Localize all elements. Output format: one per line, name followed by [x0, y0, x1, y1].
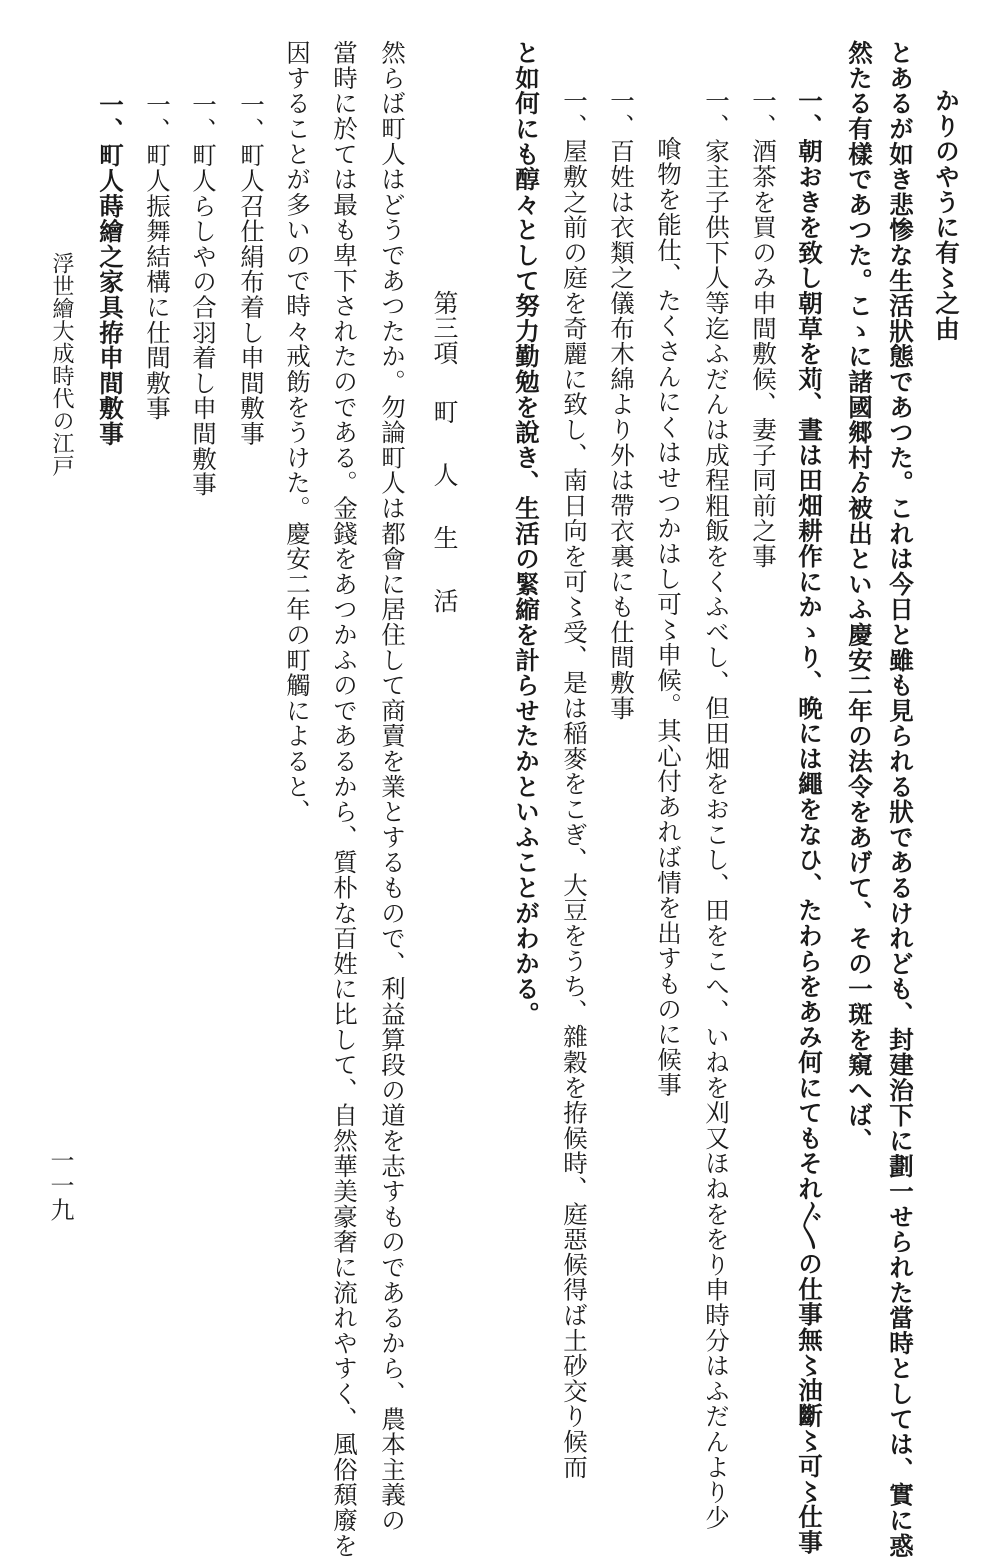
- text-line-15: 一、町人らしやの合羽着し申間敷事: [189, 92, 218, 497]
- text-line-8: 一、百姓は衣類之儀布木綿より外は帶衣裏にも仕間敷事: [607, 88, 636, 721]
- text-line-9: 一、屋敷之前の庭を奇麗に致し、南日向を可〻受、是は稲麥をこぎ、大豆をうち、雜穀を拵候時、庭惡候得ば土砂交り候而: [560, 88, 589, 1480]
- section-number: 第三項: [430, 290, 459, 365]
- heading-char: 町: [430, 399, 459, 424]
- heading-char: 活: [430, 588, 459, 613]
- text-line-1: かりのやうに有〻之由: [932, 88, 961, 341]
- text-line-10: と如何にも醇々として努力勤勉を說き、生活の緊縮を計らせたかといふことがわかる。: [512, 40, 541, 1027]
- text-line-16: 一、町人振舞結構に仕間敷事: [143, 92, 172, 421]
- heading-char: 生: [430, 525, 459, 550]
- text-line-7: 喰物を能仕、たくさんにくはせつかはし可〻申候。其心付あれば情を出すものに候事: [654, 136, 683, 1098]
- text-line-2: とあるが如き悲惨な生活狀態であつた。これは今日と雖も見られる狀であるけれども、封建治下に劃一せられた當時としては、實に惑: [886, 40, 915, 1558]
- running-footer: 浮世繪大成時代の江戸: [49, 252, 74, 477]
- heading-char: 人: [430, 462, 459, 487]
- section-heading: [427, 290, 457, 613]
- text-line-3: 然たる有樣であつた。こゝに諸國郷村ゟ被出といふ慶安二年の法令をあげて、その一斑を窺へば、: [845, 40, 874, 1154]
- text-line-14: 一、町人召仕絹布着し申間敷事: [237, 92, 266, 447]
- text-line-4: 一、朝おきを致し朝草を苅、晝は田畑耕作にかゝり、晩には繩をなひ、たわらをあみ何にてもそれ〴〵の仕事無〻油斷〻可〻仕事: [795, 88, 824, 1555]
- text-line-12: 當時に於ては最も卑下されたのである。金錢をあつかふのであるから、質朴な百姓に比して、自然華美豪奢に流れやすく、風俗頹廢を: [330, 40, 359, 1558]
- text-line-13: 因することが多いので時々戒飭をうけた。慶安二年の町觸によると、: [283, 40, 312, 825]
- text-line-11: 然らば町人はどうであつたか。勿論町人は都會に居住して商賣を業とするもので、利益算段の道を志すものであるから、農本主義の: [378, 40, 407, 1533]
- text-line-5: 一、酒茶を買のみ申間敷候、妻子同前之事: [749, 88, 778, 569]
- page-number: 一一九: [46, 1148, 74, 1223]
- text-line-6: 一、家主子供下人等迄ふだんは成程粗飯をくふべし、但田畑をおこし、田をこへ、いねを刈又ほねををり申時分はふだんより少: [702, 88, 731, 1531]
- text-line-17: 一、町人蒔繪之家具拵申間敷事: [96, 92, 125, 447]
